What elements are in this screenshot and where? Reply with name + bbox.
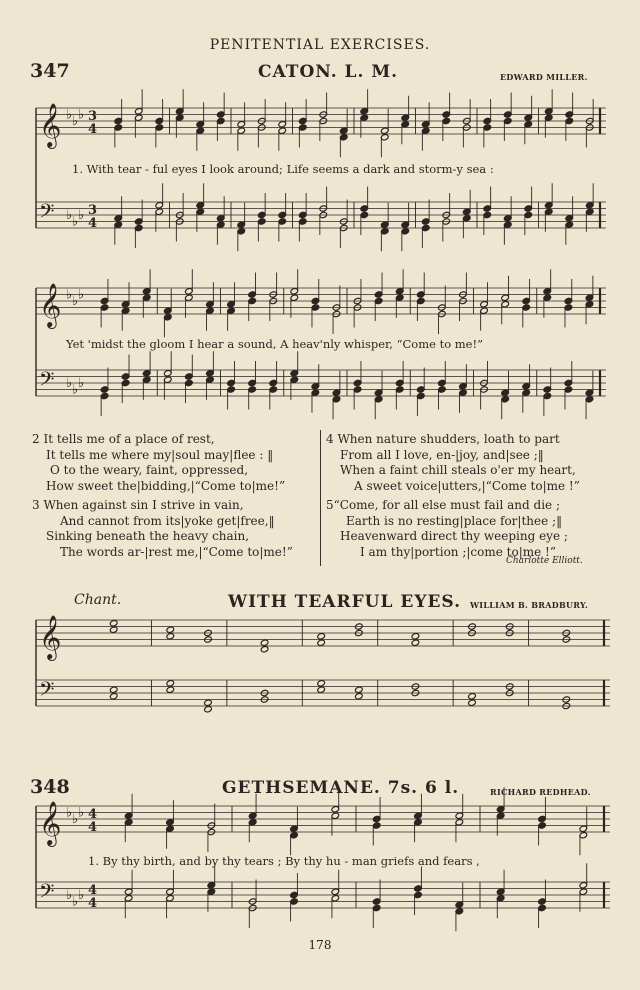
- svg-text:𝄢: 𝄢: [39, 879, 55, 908]
- page-number: 178: [308, 938, 332, 952]
- svg-text:4: 4: [88, 896, 98, 911]
- composer-name: WILLIAM B. BRADBURY.: [470, 600, 589, 610]
- composer-name: EDWARD MILLER.: [500, 72, 588, 82]
- verse-line: I am thy|portion ;|come to|me !”: [360, 544, 557, 559]
- hymn-number: 347: [30, 60, 70, 82]
- hymn-number: 348: [30, 776, 70, 798]
- verse-line: Heavenward direct thy weeping eye ;: [340, 529, 568, 543]
- verse-line: The words ar-|rest me,|“Come to|me!”: [60, 544, 293, 559]
- lyric-line: 1. By thy birth, and by thy tears ; By thy hu - man griefs and fears ,: [88, 854, 480, 868]
- svg-text:4: 4: [88, 807, 98, 822]
- svg-text:𝄞: 𝄞: [39, 103, 62, 147]
- svg-text:𝄞: 𝄞: [39, 283, 62, 327]
- verse-number: 3: [32, 498, 40, 512]
- verse-line: How sweet the|bidding,|“Come to|me!”: [46, 478, 286, 493]
- svg-text:♭: ♭: [78, 107, 85, 123]
- verse-line: O to the weary, faint, oppressed,: [50, 463, 249, 477]
- chant-label: Chant.: [74, 592, 122, 608]
- svg-text:♭: ♭: [66, 888, 73, 903]
- svg-text:𝄢: 𝄢: [39, 677, 55, 706]
- svg-text:𝄞: 𝄞: [39, 801, 62, 845]
- composer-name: RICHARD REDHEAD.: [490, 787, 591, 797]
- svg-text:𝄢: 𝄢: [39, 367, 55, 396]
- svg-text:♭: ♭: [78, 208, 85, 223]
- verse-line: A sweet voice|utters,|“Come to|me !”: [354, 478, 580, 493]
- svg-text:3: 3: [88, 109, 98, 124]
- svg-text:𝄢: 𝄢: [39, 199, 55, 228]
- svg-text:𝄞: 𝄞: [39, 615, 62, 659]
- svg-text:♭: ♭: [72, 294, 79, 309]
- author-credit: Charlotte Elliott.: [506, 556, 583, 566]
- svg-text:♭: ♭: [66, 107, 73, 123]
- svg-text:♭: ♭: [72, 114, 79, 129]
- svg-text:♭: ♭: [72, 214, 79, 230]
- svg-text:♭: ♭: [66, 208, 73, 223]
- verse-line: When a faint chill steals o'er my heart,: [340, 463, 576, 477]
- svg-text:4: 4: [88, 883, 98, 898]
- svg-text:♭: ♭: [78, 287, 85, 303]
- svg-text:4: 4: [88, 216, 98, 231]
- verse-line: Earth is no resting|place for|thee ;‖: [346, 513, 563, 528]
- svg-text:♭: ♭: [78, 376, 85, 391]
- verse-line: It tells me where my|soul may|flee : ‖: [46, 447, 274, 462]
- lyric-line: 1. With tear - ful eyes I look around; Life seems a dark and storm-y sea :: [72, 162, 494, 176]
- svg-text:♭: ♭: [72, 894, 79, 910]
- tune-title: WITH TEARFUL EYES.: [228, 592, 462, 612]
- svg-text:4: 4: [88, 122, 98, 137]
- verse-line: From all I love, en-|joy, and|see ;‖: [340, 447, 544, 462]
- svg-text:♭: ♭: [66, 805, 73, 821]
- svg-text:♭: ♭: [78, 805, 85, 821]
- verse-number: 5: [326, 498, 334, 512]
- tune-title: GETHSEMANE. 7s. 6 l.: [222, 778, 460, 798]
- svg-text:♭: ♭: [66, 287, 73, 303]
- verse-line: And cannot from its|yoke get|free,‖: [60, 513, 275, 528]
- verse-line: Sinking beneath the heavy chain,: [46, 529, 250, 543]
- lyric-line: Yet 'midst the gloom I hear a sound, A heav'nly whisper, “Come to me!”: [66, 337, 483, 351]
- verse-line: It tells me of a place of rest,: [43, 432, 215, 446]
- tune-title: CATON. L. M.: [258, 62, 399, 82]
- verse-number: 4: [326, 432, 334, 446]
- svg-text:♭: ♭: [78, 888, 85, 903]
- verse-line: When nature shudders, loath to part: [337, 432, 560, 446]
- page-header: PENITENTIAL EXERCISES.: [209, 37, 431, 53]
- svg-text:♭: ♭: [66, 376, 73, 391]
- verse-number: 2: [32, 432, 40, 446]
- verse-line: When against sin I strive in vain,: [43, 498, 244, 512]
- verse-line: “Come, for all else must fail and die ;: [333, 498, 561, 512]
- svg-text:♭: ♭: [72, 382, 79, 398]
- svg-text:♭: ♭: [72, 812, 79, 827]
- svg-text:3: 3: [88, 203, 98, 218]
- svg-text:4: 4: [88, 820, 98, 835]
